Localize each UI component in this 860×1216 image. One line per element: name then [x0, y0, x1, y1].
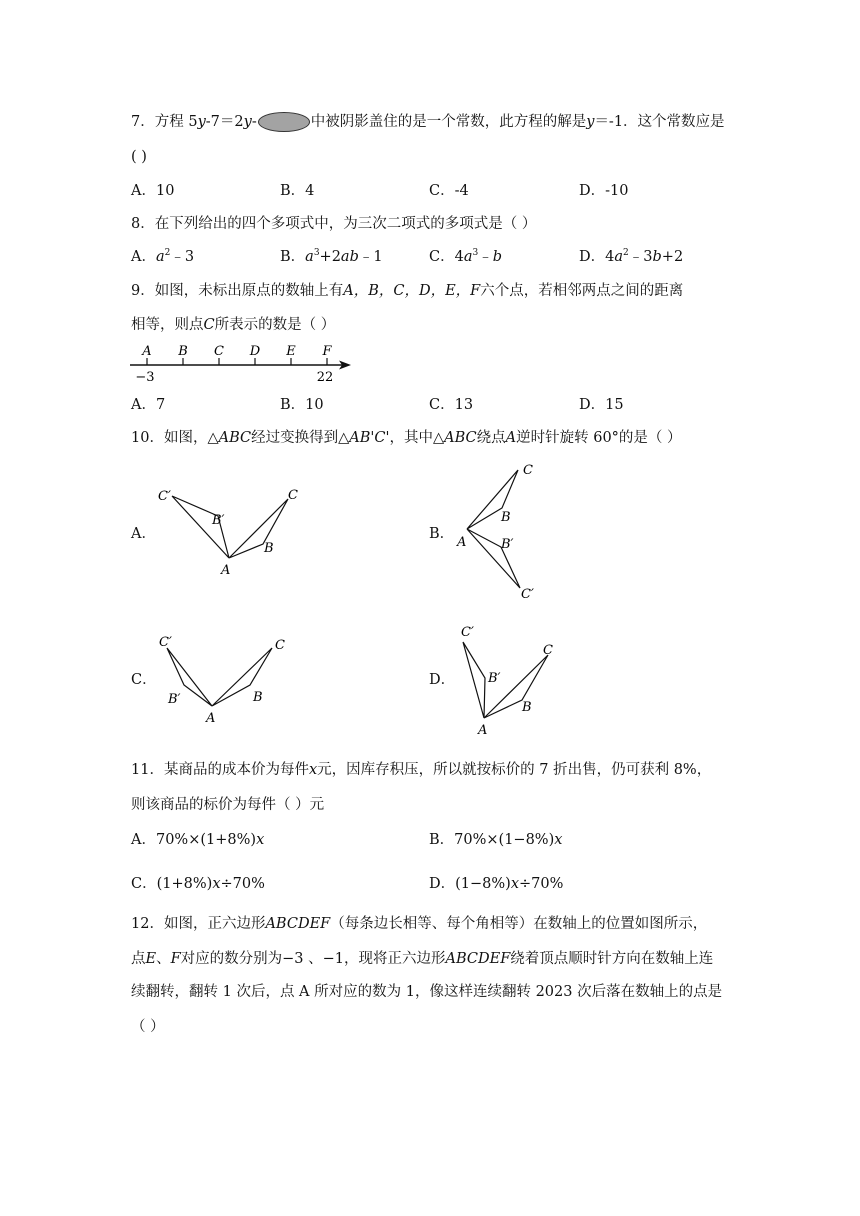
q9-option-d: D．15: [579, 397, 624, 413]
q7-line2: ( ): [131, 149, 147, 165]
label-b: B: [501, 510, 511, 525]
label-a: A: [221, 563, 231, 578]
q10-option-a-label: A．: [131, 526, 156, 542]
shaded-blob: [258, 112, 310, 132]
q7-option-d: D．-10: [579, 183, 629, 199]
axis-value-left: −3: [135, 370, 155, 385]
q9-option-c: C．13: [429, 397, 474, 413]
q9-option-a: A．7: [131, 397, 166, 413]
q11-line1: 11．某商品的成本价为每件x元，因库存积压，所以就按标价的 7 折出售，仍可获利 8%，: [131, 762, 712, 778]
q8-question: 8．在下列给出的四个多项式中，为三次二项式的多项式是（ ）: [131, 216, 537, 232]
point-label-d: D: [249, 344, 261, 359]
point-label-a: A: [142, 344, 152, 359]
point-label-f: F: [322, 344, 332, 359]
label-c-prime: C′: [461, 625, 474, 640]
label-b: B: [264, 541, 274, 556]
q12-line4: （ ）: [131, 1019, 165, 1035]
q7-option-c: C．-4: [429, 183, 469, 199]
q12-line1: 12．如图，正六边形ABCDEF（每条边长相等、每个角相等）在数轴上的位置如图所示，: [131, 916, 708, 932]
label-c: C: [275, 638, 285, 653]
q11-option-b: B．70%×(1−8%)x: [429, 832, 563, 848]
label-b: B: [522, 700, 532, 715]
label-c: C: [523, 463, 533, 478]
q10-figure-b: [450, 460, 560, 605]
q10-figure-c: [150, 630, 310, 726]
label-a: A: [457, 535, 467, 550]
point-label-b: B: [178, 344, 188, 359]
label-c-prime: C′: [159, 635, 172, 650]
q8-option-d: D．$4a^2﹣3b+2$: [579, 248, 684, 265]
q11-option-d: D．(1−8%)x÷70%: [429, 876, 564, 892]
label-a: A: [478, 723, 488, 738]
q8-option-c: C．$4a^3﹣b$: [429, 248, 503, 265]
q11-line2: 则该商品的标价为每件（ ）元: [131, 797, 325, 813]
q10-figure-d: [450, 620, 570, 740]
label-b-prime: B′: [168, 692, 181, 707]
q11-option-a: A．70%×(1+8%)x: [131, 832, 265, 848]
label-b-prime: B′: [501, 537, 514, 552]
q11-option-c: C．(1+8%)x÷70%: [131, 876, 265, 892]
label-c-prime: C′: [521, 587, 534, 602]
label-b-prime: B′: [488, 671, 501, 686]
point-label-c: C: [214, 344, 224, 359]
label-c: C: [288, 488, 298, 503]
q9-line1: 9．如图，未标出原点的数轴上有A，B，C，D，E，F六个点，若相邻两点之间的距离: [131, 283, 684, 299]
q10-option-b-label: B．: [429, 526, 455, 542]
label-c-prime: C′: [158, 489, 171, 504]
q8-option-a: A．$a^2﹣3$: [131, 248, 195, 265]
label-a: A: [206, 711, 216, 726]
q7-option-a: A．10: [131, 183, 175, 199]
q12-line3: 续翻转，翻转 1 次后，点 A 所对应的数为 1，像这样连续翻转 2023 次后落在数轴上的点是: [131, 984, 723, 1000]
point-label-e: E: [286, 344, 296, 359]
q7-option-b: B．4: [280, 183, 315, 199]
q10-figure-a: [150, 482, 310, 582]
label-b-prime: B′: [212, 513, 225, 528]
axis-value-right: 22: [316, 370, 334, 385]
label-c: C: [543, 643, 553, 658]
q10-option-c-label: C．: [131, 672, 157, 688]
q10-question: 10．如图，△ABC经过变换得到△AB'C'，其中△ABC绕点A逆时针旋转 60°的是（ ）: [131, 430, 682, 446]
q8-option-b: B．$a^3+2ab﹣1$: [280, 248, 383, 265]
q10-option-d-label: D．: [429, 672, 456, 688]
q9-number-line: [125, 340, 365, 386]
q12-line2: 点E、F对应的数分别为−3 、−1，现将正六边形ABCDEF绕着顶点顺时针方向在数轴上连: [131, 951, 714, 967]
q9-option-b: B．10: [280, 397, 324, 413]
q9-line2: 相等，则点C所表示的数是（ ）: [131, 317, 336, 333]
label-b: B: [253, 690, 263, 705]
q7-line1: 7．方程 5y-7＝2y- 中被阴影盖住的是一个常数，此方程的解是y＝-1．这个常数应是: [131, 114, 725, 130]
